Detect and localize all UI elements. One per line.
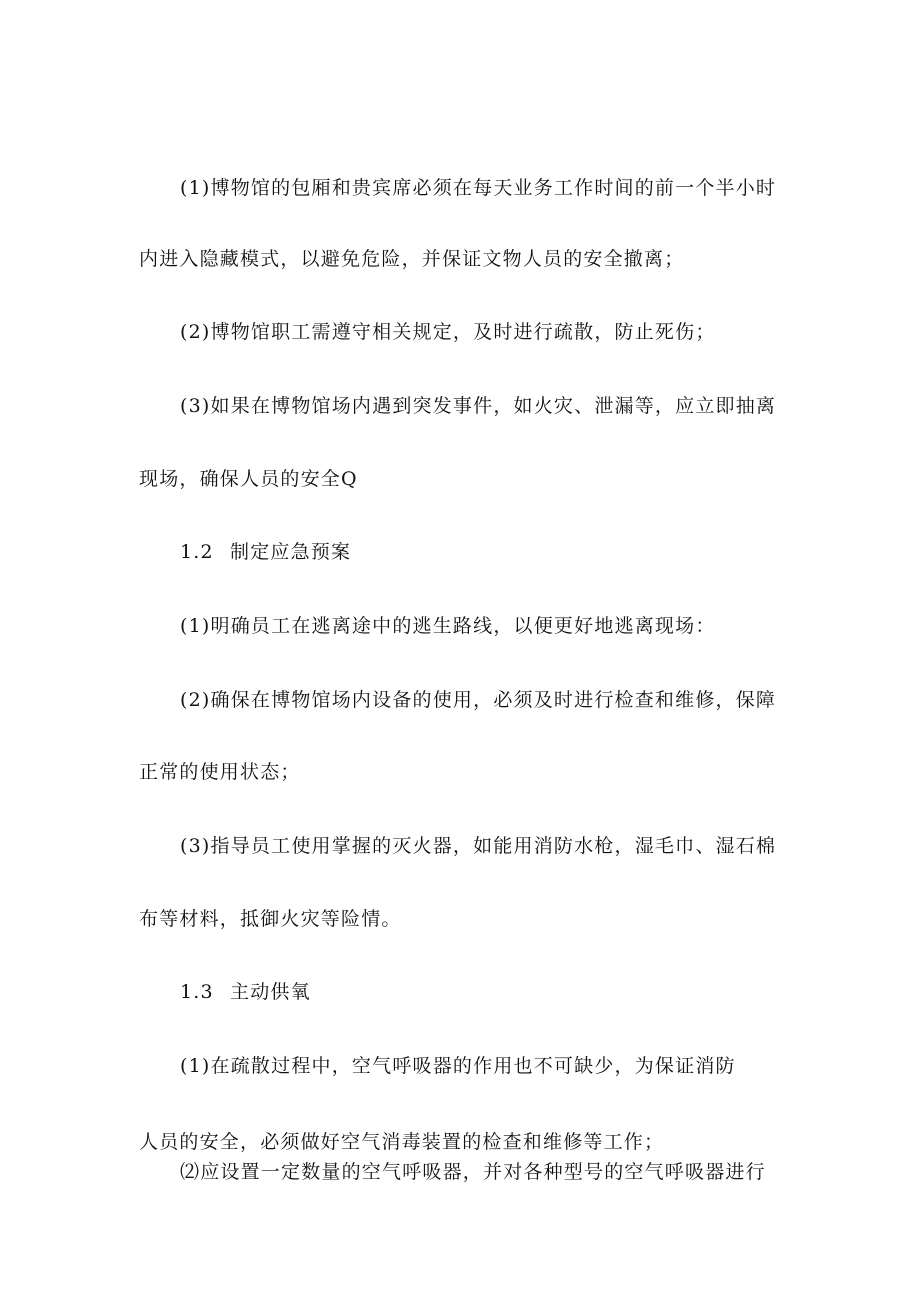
item-1-2-3-line-2: 布等材料，抵御火灾等险情。 <box>139 908 402 930</box>
section-heading-1-3 <box>180 980 311 1004</box>
item-1-3-1-line-2: 人员的安全，必须做好空气消毒装置的检查和维修等工作； <box>139 1131 665 1153</box>
section-heading-1-2 <box>180 540 351 564</box>
item-1-2-2-line-2: 正常的使用状态； <box>139 761 301 783</box>
item-1-2-2-line-1: (2)确保在博物馆场内设备的使用，必须及时进行检查和维修，保障 <box>180 689 777 711</box>
paragraph-1-line-1: (1)博物馆的包厢和贵宾席必须在每天业务工作时间的前一个半小时 <box>180 177 777 199</box>
section-title: 制定应急预案 <box>230 541 352 563</box>
item-1-3-2-line-1: ⑵应设置一定数量的空气呼吸器，并对各种型号的空气呼吸器进行 <box>180 1161 766 1183</box>
paragraph-3-line-1: (3)如果在博物馆场内遇到突发事件，如火灾、泄漏等，应立即抽离 <box>180 395 777 417</box>
paragraph-3-line-2: 现场，确保人员的安全Q <box>139 468 358 490</box>
item-1-2-3-line-1: (3)指导员工使用掌握的灭火器，如能用消防水枪，湿毛巾、湿石棉 <box>180 835 777 857</box>
item-1-2-1-line-1: (1)明确员工在逃离途中的逃生路线，以便更好地逃离现场： <box>180 615 716 637</box>
paragraph-2-line-1: (2)博物馆职工需遵守相关规定，及时进行疏散，防止死伤； <box>180 321 716 343</box>
item-1-3-1-line-1: (1)在疏散过程中，空气呼吸器的作用也不可缺少，为保证消防 <box>180 1055 736 1077</box>
section-number: 1.2 <box>180 541 214 563</box>
section-title: 主动供氧 <box>230 981 311 1003</box>
paragraph-1-line-2: 内进入隐藏模式，以避免危险，并保证文物人员的安全撤离； <box>139 248 685 270</box>
section-number: 1.3 <box>180 981 214 1003</box>
